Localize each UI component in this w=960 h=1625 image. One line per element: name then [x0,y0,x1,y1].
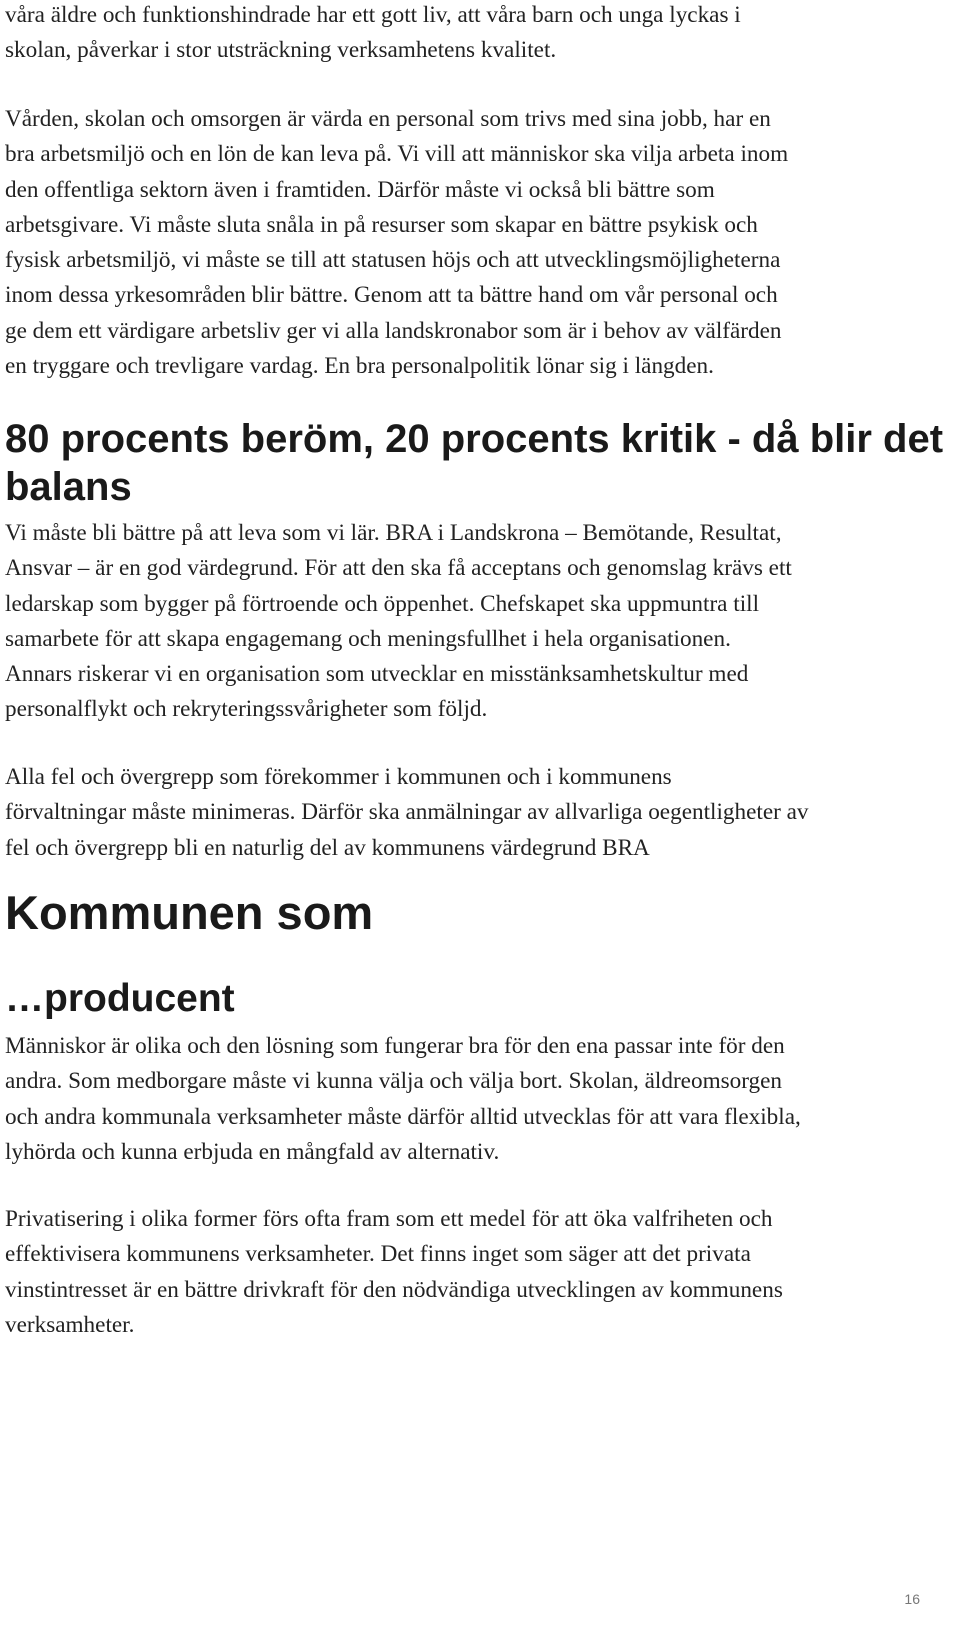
paragraph-privatisation: Privatisering i olika former förs ofta fram som ett medel för att öka valfriheten och effektivisera kommunens verksamheter. Det finns inget som säger att det privata vinstintresset är en bättre drivkraft för den nödvändiga utvecklingen av kommunens verksamheter. [5,1206,783,1338]
section-heading-kommunen: Kommunen som [5,886,374,939]
paragraph-misconduct: Alla fel och övergrepp som förekommer i kommunen och i kommunens förvaltningar måste minimeras. Därför ska anmälningar av allvarliga oegentligheter av fel och övergrepp bli en naturlig del av kommunens värdegrund BRA [5,764,809,861]
paragraph-personnel: Vården, skolan och omsorgen är värda en personal som trivs med sina jobb, har en bra arbetsmiljö och en lön de kan leva på. Vi vill att människor ska vilja arbeta inom den offentliga sektorn även i framtiden. Därför måste vi också bli bättre som arbetsgivare. Vi måste sluta snåla in på resurser som skapar en bättre psykisk och fysisk arbetsmiljö, vi måste se till att statusen höjs och att utvecklingsmöjligheterna inom dessa yrkesområden blir bättre. Genom att ta bättre hand om vår personal och ge dem ett värdigare arbetsliv ger vi alla landskronabor som är i behov av välfärden en tryggare och trevligare vardag. En bra personalpolitik lönar sig i längden. [5,106,789,380]
paragraph-intro-continued: våra äldre och funktionshindrade har ett gott liv, att våra barn och unga lyckas i skolan, påverkar i stor utsträckning verksamhetens kvalitet. [5,2,741,64]
subsection-heading-producent: …producent [5,977,235,1020]
section-heading-balance: 80 procents beröm, 20 procents kritik - då blir det balans [5,417,944,509]
paragraph-choice: Människor är olika och den lösning som fungerar bra för den ena passar inte för den andra. Som medborgare måste vi kunna välja och välja bort. Skolan, äldreomsorgen och andra kommunala verksamheter måste därför alltid utvecklas för att vara flexibla, lyhörda och kunna erbjuda en mångfald av alternativ. [5,1033,801,1165]
page-number: 16 [904,1591,920,1607]
paragraph-values: Vi måste bli bättre på att leva som vi lär. BRA i Landskrona – Bemötande, Resultat, Ansvar – är en god värdegrund. För att den ska få acceptans och genomslag krävs ett ledarskap som bygger på förtroende och öppenhet. Chefskapet ska uppmuntra till samarbete för att skapa engagemang och meningsfullhet i hela organisationen. Annars riskerar vi en organisation som utvecklar en misstänksamhetskultur med personalflykt och rekryteringssvårigheter som följd. [5,520,792,723]
